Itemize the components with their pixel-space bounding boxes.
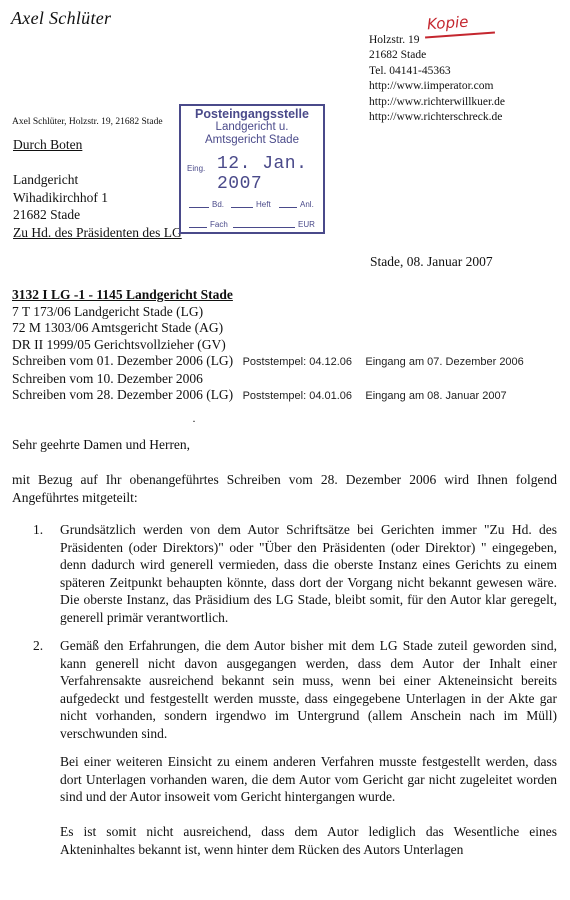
stamp-field-line [231,207,253,208]
list-item-paragraph: Gemäß den Erfahrungen, die dem Autor bisher mit dem LG Stade zuteil geworden sind, kann generell nicht davon ausgegangen werden, dass dem Autor der Inhalt einer Verfahrensakte ausreichend bekannt sein muss, wenn bei einer Akteneinsicht bereits aufgedeckt und festgestellt werden musste, dass eingegebene Unterlagen in der Akte gar nicht vorhanden, sondern irgendwo im Untergrund (allem Anschein nach im Müll) verschwunden sind. [60,638,557,741]
salutation: Sehr geehrte Damen und Herren, [12,437,191,452]
sender-address [369,33,505,125]
stamp-anl-label: Anl. [300,200,314,209]
letter-postmark: Poststempel: 04.12.06 [242,356,353,368]
letter-received: Eingang am 08. Januar 2007 [365,390,507,402]
list-item-paragraph: Grundsätzlich werden von dem Autor Schriftsätze bei Gerichten immer "Zu Hd. des Präsidenten (oder Direktors)" oder "Über den Präsidenten (oder Direktor) " eingegeben, denn dadurch wird generell vermieden, dass die oberste Instanz eines Gerichts zu einem späteren Zeitpunkt behaupten könnte, dass dort der Vorgang nicht bekannt gewesen wäre. Die oberste Instanz, das Präsidium des LG Stade, bleibt somit, für den Autor klar geregelt, generell primär verantwortlich. [60,522,557,625]
stamp-fach-label: Fach [210,220,228,229]
list-item-paragraph: Es ist somit nicht ausreichend, dass dem Autor lediglich das Wesentliche eines Akteninhaltes bekannt ist, wenn hinter dem Rücken des Autors Unterlagen [60,824,557,857]
stamp-field-line [233,227,295,228]
list-item-number: 2. [33,638,44,653]
receipt-stamp [179,104,325,234]
stray-dot: · [192,414,196,428]
sender-phone: Tel. 04141-45363 [369,64,451,77]
sender-address-line: 21682 Stade [369,49,427,62]
letter-reference-text: Schreiben vom 01. Dezember 2006 (LG) [12,353,234,368]
reference-line: DR II 1999/05 Gerichtsvollzieher (GV) [12,336,226,352]
reference-block [12,287,524,405]
place-date: Stade, 08. Januar 2007 [370,254,493,269]
reference-line: 72 M 1303/06 Amtsgericht Stade (AG) [12,320,224,335]
stamp-field-line [189,227,207,228]
letter-reference-text: Schreiben vom 28. Dezember 2006 (LG) [12,387,234,402]
stamp-date: 12. Jan. 2007 [217,154,308,194]
stamp-heft-label: Heft [256,200,271,209]
sender-website-link[interactable]: http://www.richterschreck.de [369,111,503,124]
letter-reference [12,387,524,405]
letter-reference-text: Schreiben vom 10. Dezember 2006 [12,370,203,386]
sender-website-link[interactable]: http://www.iimperator.com [369,80,494,93]
return-address-line: Axel Schlüter, Holzstr. 19, 21682 Stade [12,117,163,127]
stamp-title: Posteingangsstelle [195,107,309,121]
recipient-line: Landgericht [13,172,79,187]
copy-mark: Kopie [426,12,469,34]
letter-reference [12,353,524,371]
sender-name: Axel Schlüter [11,8,112,28]
recipient-line: 21682 Stade [13,207,81,222]
list-item-paragraph: Bei einer weiteren Einsicht zu einem anderen Verfahren musste festgestellt werden, dass dort Unterlagen vorhanden waren, die dem Autor vom Gericht gar nicht zugeleitet worden sind und der Autor insoweit vom Gericht hintergangen wurde. [60,754,557,804]
stamp-eur-label: EUR [298,220,315,229]
intro-paragraph: mit Bezug auf Ihr obenangeführtes Schreiben vom 28. Dezember 2006 wird Ihnen folgend Angeführtes mitgeteilt: [12,472,557,505]
sender-website-link[interactable]: http://www.richterwillkuer.de [369,95,505,108]
reference-heading: 3132 I LG -1 - 1145 Landgericht Stade [12,287,233,302]
recipient-attention: Zu Hd. des Präsidenten des LG [13,224,182,240]
letter-reference [12,371,524,388]
stamp-field-line [189,207,209,208]
delivery-method: Durch Boten [13,137,83,152]
letter-received: Eingang am 07. Dezember 2006 [365,356,524,368]
recipient-address [13,171,182,241]
stamp-field-line [279,207,297,208]
sender-address-line: Holzstr. 19 [369,34,420,46]
list-item-number: 1. [33,522,44,537]
recipient-line: Wihadikirchhof 1 [13,189,109,205]
letter-postmark: Poststempel: 04.01.06 [242,390,353,402]
stamp-eing-label: Eing. [187,164,206,173]
stamp-bd-label: Bd. [212,200,225,209]
stamp-court: Amtsgericht Stade [205,134,299,146]
stamp-court: Landgericht u. [215,121,289,133]
reference-line: 7 T 173/06 Landgericht Stade (LG) [12,303,204,319]
